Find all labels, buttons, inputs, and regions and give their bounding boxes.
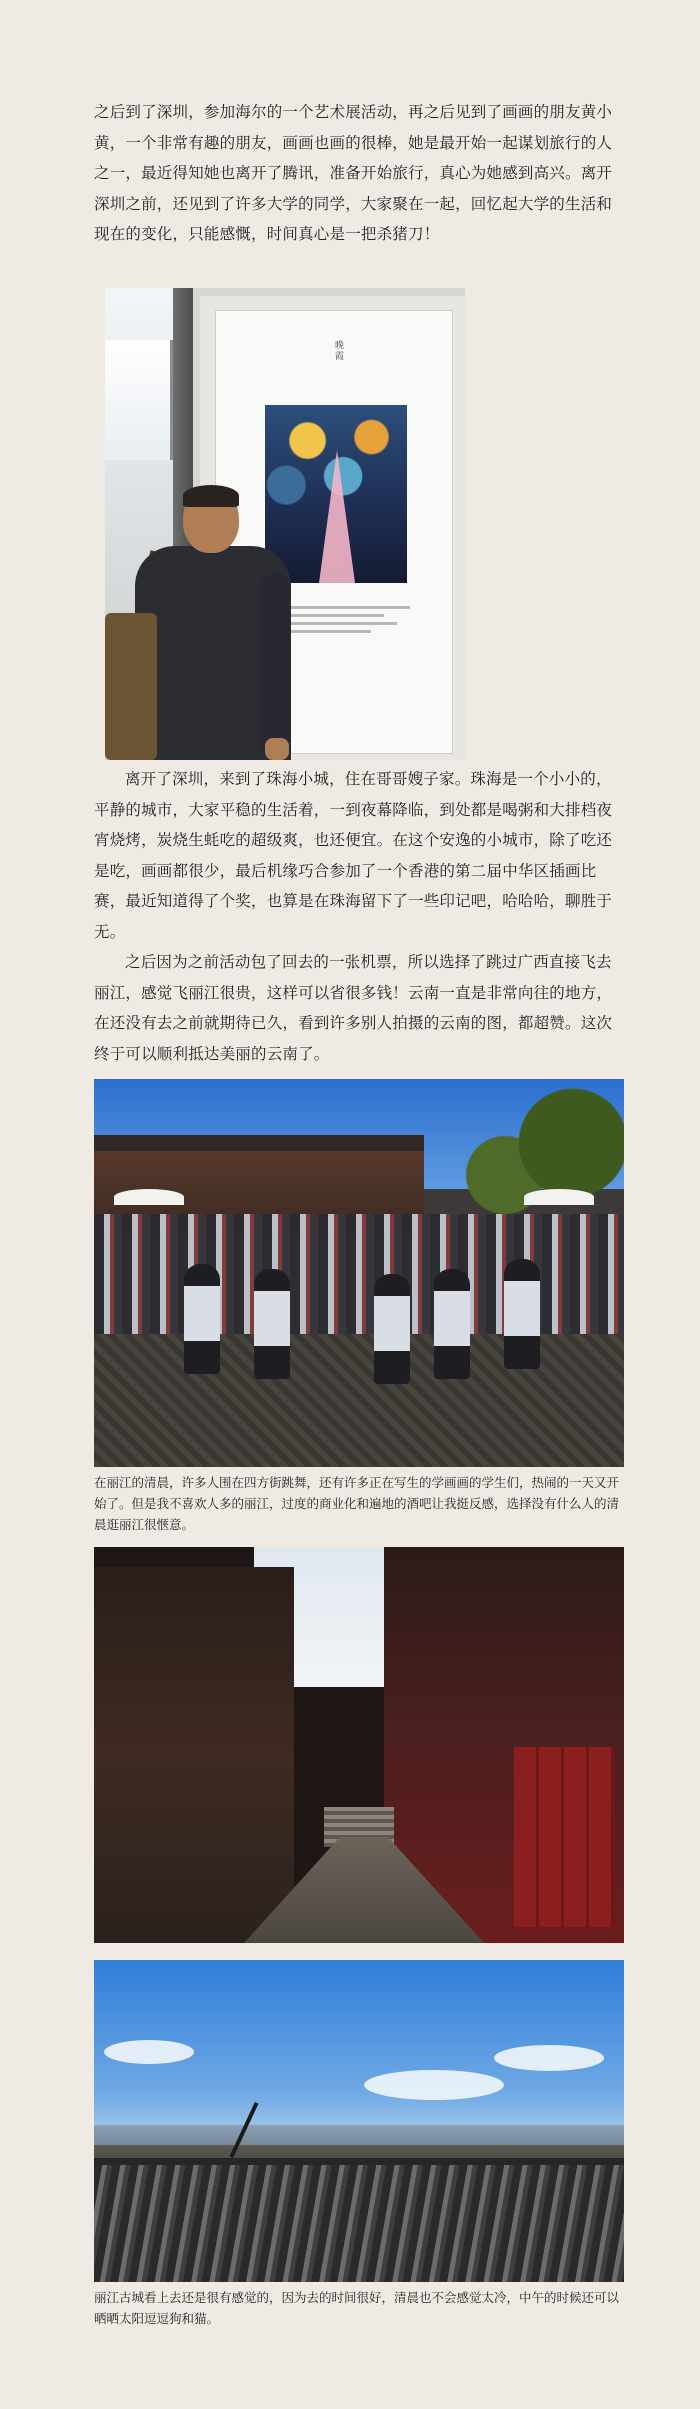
roofline bbox=[94, 1135, 424, 1151]
photo-lijiang-rooftops bbox=[94, 1960, 624, 2282]
cloud bbox=[494, 2045, 604, 2071]
painting bbox=[265, 405, 407, 583]
caption-square: 在丽江的清晨，许多人围在四方街跳舞，还有许多正在写生的学画画的学生们，热闹的一天又开始了。但是我不喜欢人多的丽江，过度的商业化和遍地的酒吧让我挺反感，选择没有什么人的清晨逛丽江很惬意。 bbox=[94, 1475, 620, 1532]
dancer bbox=[434, 1269, 470, 1379]
panel-description-lines bbox=[280, 606, 410, 638]
dancer bbox=[374, 1274, 410, 1384]
paragraph-shenzhen: 之后到了深圳，参加海尔的一个艺术展活动，再之后见到了画画的朋友黄小黄，一个非常有趣的朋友，画画也画的很棒，她是最开始一起谋划旅行的人之一，最近得知她也离开了腾讯，准备开始旅行，真心为她感到高兴。离开深圳之前，还见到了许多大学的同学，大家聚在一起，回忆起大学的生活和现在的变化，只能感慨，时间真心是一把杀猪刀！ bbox=[94, 103, 613, 243]
dancer bbox=[254, 1269, 290, 1379]
cobblestone-ground bbox=[94, 1334, 624, 1467]
red-door bbox=[514, 1747, 614, 1927]
painting-light-beam bbox=[319, 450, 355, 583]
left-buildings bbox=[94, 1567, 294, 1943]
dancer bbox=[504, 1259, 540, 1369]
window bbox=[105, 340, 173, 460]
tiled-roof bbox=[94, 2165, 624, 2282]
person-hair bbox=[183, 485, 239, 507]
umbrella bbox=[524, 1189, 594, 1205]
photo-lijiang-square-dance bbox=[94, 1079, 624, 1467]
cloud bbox=[364, 2070, 504, 2100]
shoulder-bag bbox=[105, 613, 157, 760]
photo-artist-at-exhibition bbox=[105, 288, 465, 760]
person-arm bbox=[261, 573, 291, 760]
crowd bbox=[94, 1214, 624, 1334]
paragraph-lijiang: 之后因为之前活动包了回去的一张机票，所以选择了跳过广西直接飞去丽江，感觉飞丽江很贵，这样可以省很多钱！云南一直是非常向往的地方，在还没有去之前就期待已久，看到许多别人拍摄的云南的图，都超赞。这次终于可以顺利抵达美丽的云南了。 bbox=[94, 953, 613, 1063]
panel-title: 晚霞 bbox=[333, 340, 343, 362]
person-hand bbox=[265, 738, 289, 760]
cloud bbox=[104, 2040, 194, 2064]
paragraph-zhuhai: 离开了深圳，来到了珠海小城，住在哥哥嫂子家。珠海是一个小小的，平静的城市，大家平稳的生活着，一到夜幕降临，到处都是喝粥和大排档夜宵烧烤，炭烧生蚝吃的超级爽，也还便宜。在这个安逸的小城市，除了吃还是吃，画画都很少，最后机缘巧合参加了一个香港的第二届中华区插画比赛，最近知道得了个奖，也算是在珠海留下了一些印记吧，哈哈哈，聊胜于无。 bbox=[94, 770, 613, 941]
photo-lijiang-alley bbox=[94, 1547, 624, 1943]
caption-rooftops: 丽江古城看上去还是很有感觉的，因为去的时间很好，清晨也不会感觉太冷，中午的时候还可以晒晒太阳逗逗狗和猫。 bbox=[94, 2290, 620, 2326]
dancer bbox=[184, 1264, 220, 1374]
umbrella bbox=[114, 1189, 184, 1205]
